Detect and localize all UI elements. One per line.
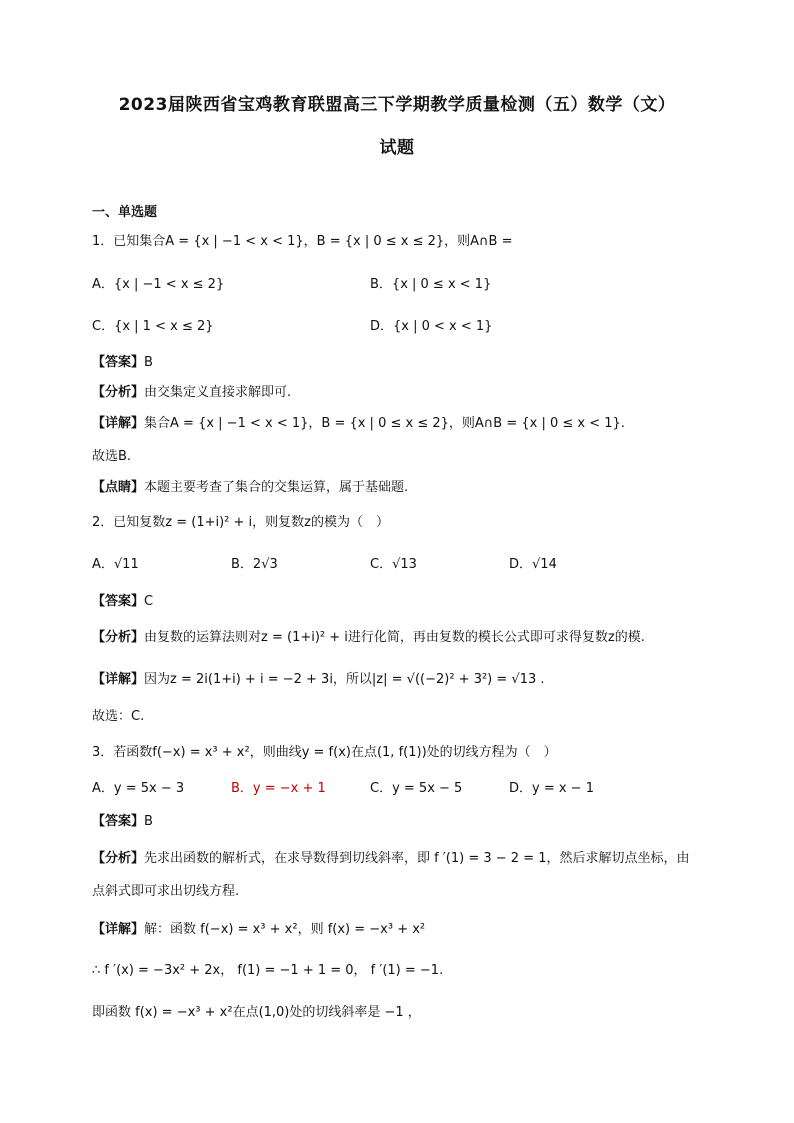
q3-analysis-tag: 【分析】 [92, 851, 145, 866]
q3-answer-tag: 【答案】 [92, 814, 145, 829]
q3-analysis-line2: 点斜式即可求出切线方程. [92, 884, 240, 899]
q3-option-a: A．y = 5x − 3 [92, 781, 185, 796]
q1-comment: 本题主要考查了集合的交集运算，属于基础题. [144, 480, 409, 495]
q3-option-d: D．y = x − 1 [509, 781, 594, 796]
q2-detail-tag: 【详解】 [92, 672, 145, 687]
q1-detail-row [92, 416, 625, 432]
q2-answer: C [144, 594, 154, 609]
q1-option-c: C．{x | 1 < x ≤ 2} [92, 319, 214, 334]
q1-answer: B [144, 355, 153, 370]
q1-detail-tag: 【详解】 [92, 416, 145, 431]
q1-option-a: A．{x | −1 < x ≤ 2} [92, 277, 225, 292]
document-title-line2: 试题 [379, 138, 415, 158]
q3-answer: B [144, 814, 153, 829]
q2-detail-row [92, 672, 545, 688]
q1-analysis: 由交集定义直接求解即可. [144, 385, 292, 400]
q2-option-b: B．2√3 [231, 557, 278, 572]
q1-detail: 集合A = {x | −1 < x < 1}，B = {x | 0 ≤ x ≤ 2}，则A∩B = {x | 0 ≤ x < 1}. [144, 416, 625, 431]
q3-detail-tag: 【详解】 [92, 922, 145, 937]
q2-option-c: C．√13 [370, 557, 417, 572]
q2-analysis-tag: 【分析】 [92, 630, 145, 645]
document-title-line1: 2023届陕西省宝鸡教育联盟高三下学期教学质量检测（五）数学（文） [118, 95, 676, 115]
q1-analysis-row [92, 385, 291, 401]
q2-answer-row [92, 594, 153, 610]
q3-detail-line3: 即函数 f(x) = −x³ + x²在点(1,0)处的切线斜率是 −1 ， [92, 1005, 421, 1020]
q3-option-b: B．y = −x + 1 [231, 781, 326, 796]
q3-detail-line2: ∴ f ′(x) = −3x² + 2x， f(1) = −1 + 1 = 0， f ′(1) = −1. [92, 963, 444, 978]
q2-stem: 2．已知复数z = (1+i)² + i，则复数z的模为（ ） [92, 515, 389, 530]
q1-stem: 1．已知集合A = {x | −1 < x < 1}，B = {x | 0 ≤ x ≤ 2}，则A∩B = [92, 234, 513, 249]
q3-analysis-line1: 先求出函数的解析式，在求导数得到切线斜率，即 f ′(1) = 3 − 2 = 1，然后求解切点坐标，由 [144, 851, 690, 866]
q2-analysis: 由复数的运算法则对z = (1+i)² + i进行化简，再由复数的模长公式即可求得复数z的模. [144, 630, 645, 645]
q1-option-d: D．{x | 0 < x < 1} [370, 319, 493, 334]
q1-answer-row [92, 355, 153, 371]
section-heading: 一、单选题 [92, 205, 158, 220]
q2-analysis-row [92, 630, 645, 646]
q1-option-b: B．{x | 0 ≤ x < 1} [370, 277, 492, 292]
q3-analysis-row [92, 851, 690, 867]
q2-option-a: A．√11 [92, 557, 139, 572]
q2-conclusion: 故选：C. [92, 709, 145, 724]
q3-option-c: C．y = 5x − 5 [370, 781, 463, 796]
q2-detail: 因为z = 2i(1+i) + i = −2 + 3i，所以|z| = √((−2)² + 3²) = √13 . [144, 672, 545, 687]
q2-answer-tag: 【答案】 [92, 594, 145, 609]
q1-analysis-tag: 【分析】 [92, 385, 145, 400]
q1-conclusion: 故选B. [92, 449, 132, 464]
q3-answer-row [92, 814, 153, 830]
q1-comment-tag: 【点睛】 [92, 480, 145, 495]
q3-detail-row [92, 922, 425, 938]
q1-answer-tag: 【答案】 [92, 355, 145, 370]
q3-stem: 3．若函数f(−x) = x³ + x²，则曲线y = f(x)在点(1, f(1))处的切线方程为（ ） [92, 745, 557, 760]
q2-option-d: D．√14 [509, 557, 557, 572]
q3-detail-line1: 解：函数 f(−x) = x³ + x²，则 f(x) = −x³ + x² [144, 922, 426, 937]
q1-comment-row [92, 480, 408, 496]
